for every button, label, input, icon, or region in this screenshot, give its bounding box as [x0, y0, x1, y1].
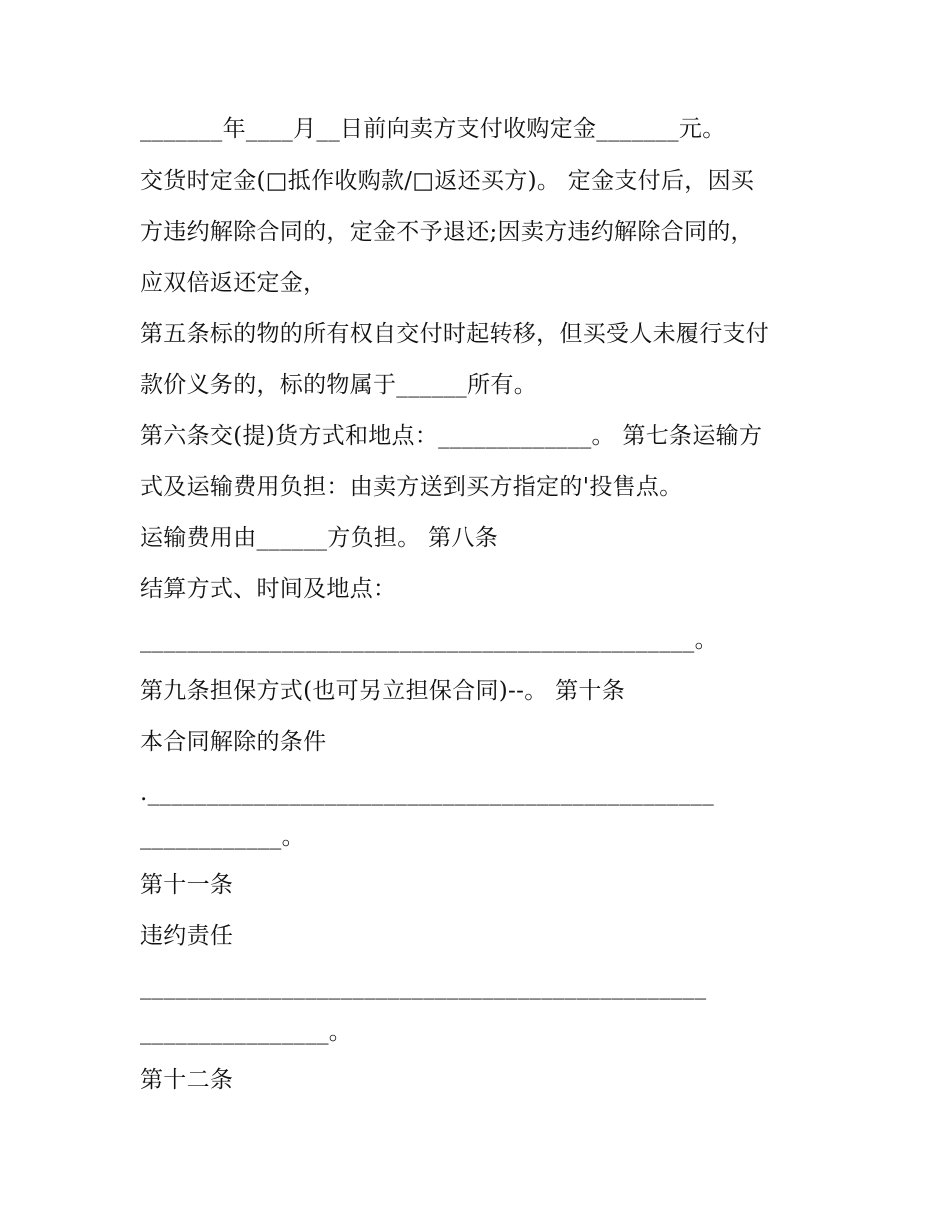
text-line-article-8: 结算方式、时间及地点：	[140, 576, 397, 602]
text-line-transport-cost: 运输费用由______方负担。 第八条	[140, 525, 499, 551]
text-line-deposit-handling: 交货时定金(□抵作收购款/□返还买方)。 定金支付后，因买	[140, 168, 755, 194]
blank-line-settlement: _______________________________________________。	[140, 627, 718, 653]
blank-line-liability: ________________________________________________	[140, 974, 707, 1000]
text-line-article-5: 第五条标的物的所有权自交付时起转移，但买受人未履行支付	[140, 321, 770, 347]
text-line-article-5-cont: 款价义务的，标的物属于______所有。	[140, 372, 537, 398]
text-line-article-9: 第九条担保方式(也可另立担保合同)--。 第十条	[140, 678, 625, 704]
text-line-article-11: 第十一条	[140, 872, 234, 898]
text-line-article-12: 第十二条	[140, 1067, 234, 1093]
text-line-deposit-date: _______年____月__日前向卖方支付收购定金_______元。	[140, 116, 726, 142]
text-line-article-6: 第六条交(提)货方式和地点：_____________。 第七条运输方	[140, 423, 763, 449]
blank-line-liability-end: ________________。	[140, 1019, 353, 1045]
blank-line-termination-end: ____________。	[140, 824, 305, 850]
text-line-default-buyer: 方违约解除合同的，定金不予退还;因卖方违约解除合同的，	[140, 219, 754, 245]
text-line-double-return: 应双倍返还定金，	[140, 270, 327, 296]
text-line-article-7: 式及运输费用负担：由卖方送到买方指定的'投售点。	[140, 474, 683, 500]
blank-line-termination: .________________________________________________	[140, 780, 715, 806]
text-line-liability: 违约责任	[140, 923, 234, 949]
text-line-article-10: 本合同解除的条件	[140, 729, 327, 755]
